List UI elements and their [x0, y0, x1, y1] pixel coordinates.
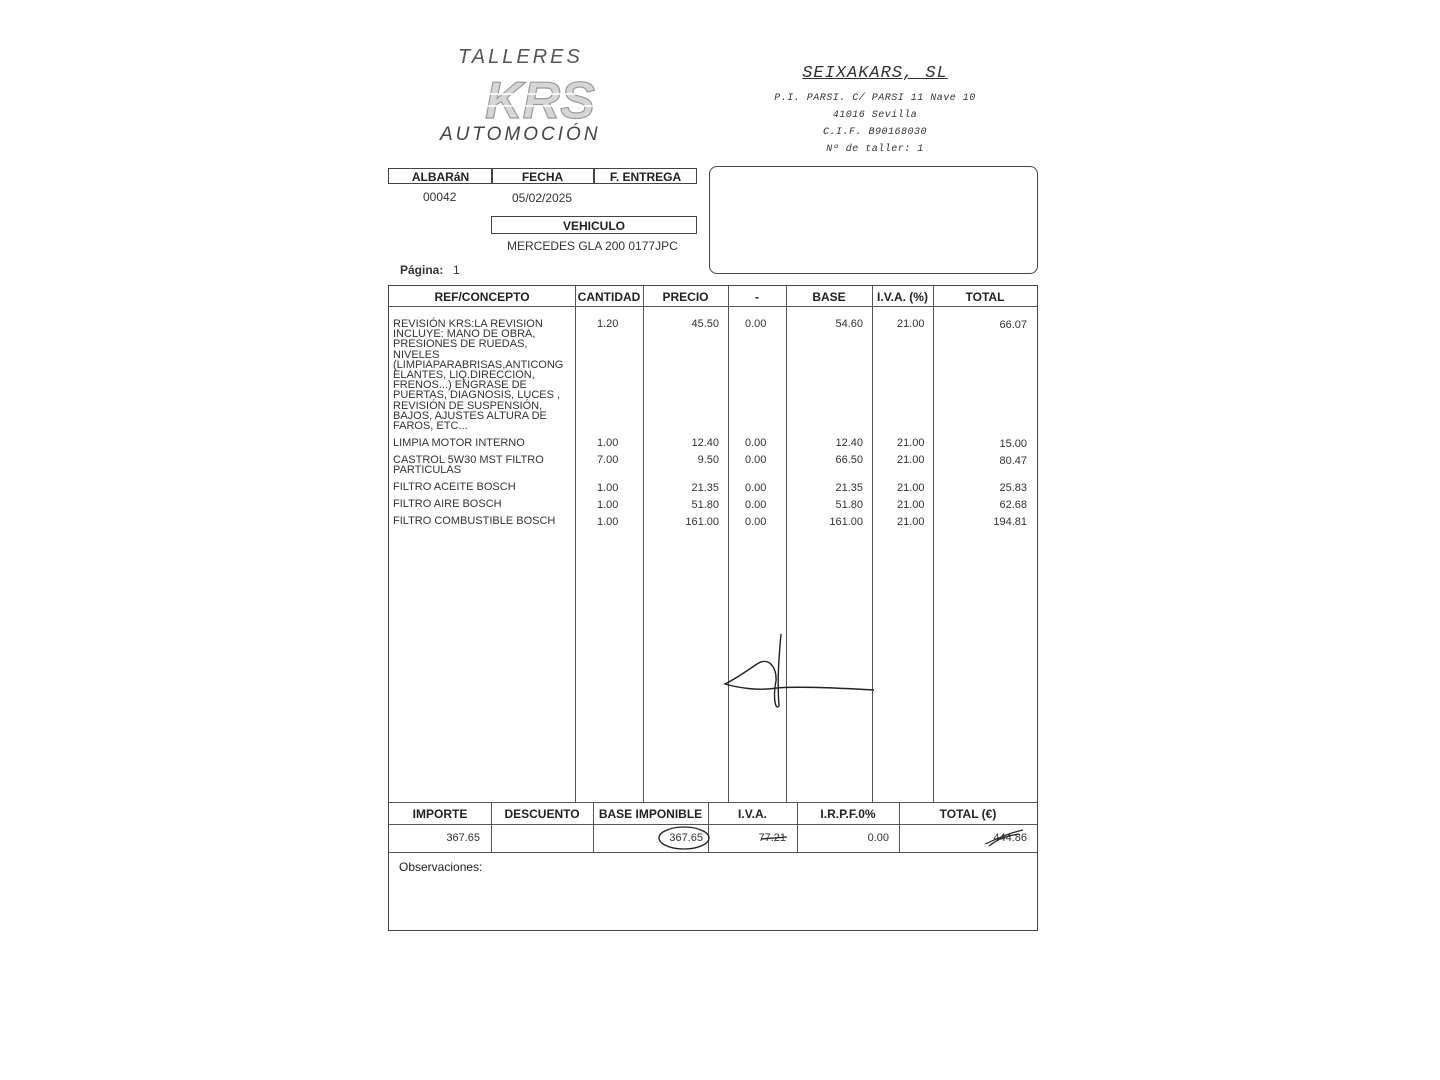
fecha-value: 05/02/2025 [512, 191, 573, 205]
row-6-total: 194.81 [993, 516, 1027, 528]
row-5-iva: 21.00 [897, 499, 925, 511]
row-3-cantidad: 7.00 [597, 454, 619, 466]
row-4-total: 25.83 [999, 482, 1027, 494]
pagina-value: 1 [453, 263, 460, 277]
row-1-base: 54.60 [835, 318, 863, 330]
company-name: SEIXAKARS, SL [802, 64, 948, 83]
iva-total-value: 77.21 [758, 832, 786, 844]
entrega-label: F. ENTREGA [594, 168, 697, 184]
total-strike-mark [983, 826, 1027, 850]
row-2-cantidad: 1.00 [597, 437, 619, 449]
descuento-label: DESCUENTO [504, 807, 580, 821]
albaran-number: 00042 [423, 190, 457, 204]
row-4-precio: 21.35 [691, 482, 719, 494]
iva-total-label: I.V.A. [738, 807, 767, 821]
vehiculo-label: VEHICULO [491, 216, 697, 234]
col-base: BASE [812, 290, 846, 304]
observaciones-label: Observaciones: [399, 860, 483, 874]
row-1-cantidad: 1.20 [597, 318, 619, 330]
fecha-label: FECHA [491, 168, 594, 184]
base-imponible-label: BASE IMPONIBLE [598, 807, 703, 821]
krs-logo [440, 76, 640, 126]
customer-address-box [709, 166, 1038, 274]
logo-mark-text: KRS [485, 76, 595, 126]
col-descuento: - [755, 290, 759, 304]
row-5-total: 62.68 [999, 499, 1027, 511]
base-imponible-value: 367.65 [669, 832, 703, 844]
row-1-iva: 21.00 [897, 318, 925, 330]
col-iva: I.V.A. (%) [877, 290, 928, 304]
row-6-iva: 21.00 [897, 516, 925, 528]
row-6-precio: 161.00 [685, 516, 719, 528]
row-4-dto: 0.00 [745, 482, 767, 494]
signature [719, 626, 879, 716]
row-5-dto: 0.00 [745, 499, 767, 511]
row-1-concepto: REVISIÓN KRS:LA REVISION INCLUYE: MANO DE OBRA, PRESIONES DE RUEDAS, NIVELES (LIMPIAPARABRISAS,ANTICONG ELANTES, LIQ.DIRECCION, FRENOS...) ENGRASE DE PUERTAS, DIAGNOSIS, LUCES , REVISIÓN DE SUSPENSIÓN, BAJOS, AJUSTES ALTURA DE FAROS, ETC... [393, 318, 564, 433]
row-6-concepto: FILTRO COMBUSTIBLE BOSCH [393, 515, 556, 527]
row-4-concepto: FILTRO ACEITE BOSCH [393, 481, 516, 493]
row-1-precio: 45.50 [691, 318, 719, 330]
row-3-base: 66.50 [835, 454, 863, 466]
brand-top-text: TALLERES [458, 46, 583, 68]
row-2-total: 15.00 [999, 438, 1027, 450]
total-euros-label: TOTAL (€) [939, 807, 997, 821]
row-3-iva: 21.00 [897, 454, 925, 466]
row-5-precio: 51.80 [691, 499, 719, 511]
total-euros-value: 444.86 [993, 832, 1027, 844]
col-total: TOTAL [965, 290, 1005, 304]
company-info [740, 64, 1010, 155]
importe-label: IMPORTE [412, 807, 468, 821]
col-precio: PRECIO [662, 290, 709, 304]
company-taller: Nº de taller: 1 [826, 144, 924, 155]
row-2-base: 12.40 [835, 437, 863, 449]
row-1-dto: 0.00 [745, 318, 767, 330]
company-address-2: 41016 Sevilla [832, 110, 918, 121]
row-5-concepto: FILTRO AIRE BOSCH [393, 498, 502, 510]
row-6-dto: 0.00 [745, 516, 767, 528]
company-cif: C.I.F. B90168030 [822, 127, 927, 138]
col-cantidad: CANTIDAD [577, 290, 641, 304]
row-3-dto: 0.00 [745, 454, 767, 466]
row-2-concepto: LIMPIA MOTOR INTERNO [393, 437, 525, 449]
irpf-value: 0.00 [867, 832, 889, 844]
row-1-total: 66.07 [999, 319, 1027, 331]
row-4-iva: 21.00 [897, 482, 925, 494]
albaran-label: ALBARáN [388, 168, 493, 184]
company-address-1: P.I. PARSI. C/ PARSI 11 Nave 10 [774, 93, 976, 104]
row-5-cantidad: 1.00 [597, 499, 619, 511]
iva-strike-mark [759, 831, 789, 845]
row-5-base: 51.80 [835, 499, 863, 511]
row-2-precio: 12.40 [691, 437, 719, 449]
brand-bottom-text: AUTOMOCIÓN [440, 124, 601, 145]
row-3-concepto: CASTROL 5W30 MST FILTRO PARTICULAS [393, 454, 544, 477]
row-3-precio: 9.50 [697, 454, 719, 466]
row-2-iva: 21.00 [897, 437, 925, 449]
row-3-total: 80.47 [999, 455, 1027, 467]
row-4-base: 21.35 [835, 482, 863, 494]
items-table [388, 285, 1038, 931]
pagina-label: Página: [400, 263, 444, 277]
base-circle-mark [657, 825, 711, 851]
importe-value: 367.65 [446, 832, 480, 844]
row-2-dto: 0.00 [745, 437, 767, 449]
col-concepto: REF/CONCEPTO [434, 290, 530, 304]
irpf-label: I.R.P.F.0% [820, 807, 876, 821]
vehiculo-value: MERCEDES GLA 200 0177JPC [507, 239, 678, 253]
row-4-cantidad: 1.00 [597, 482, 619, 494]
row-6-cantidad: 1.00 [597, 516, 619, 528]
row-6-base: 161.00 [829, 516, 863, 528]
